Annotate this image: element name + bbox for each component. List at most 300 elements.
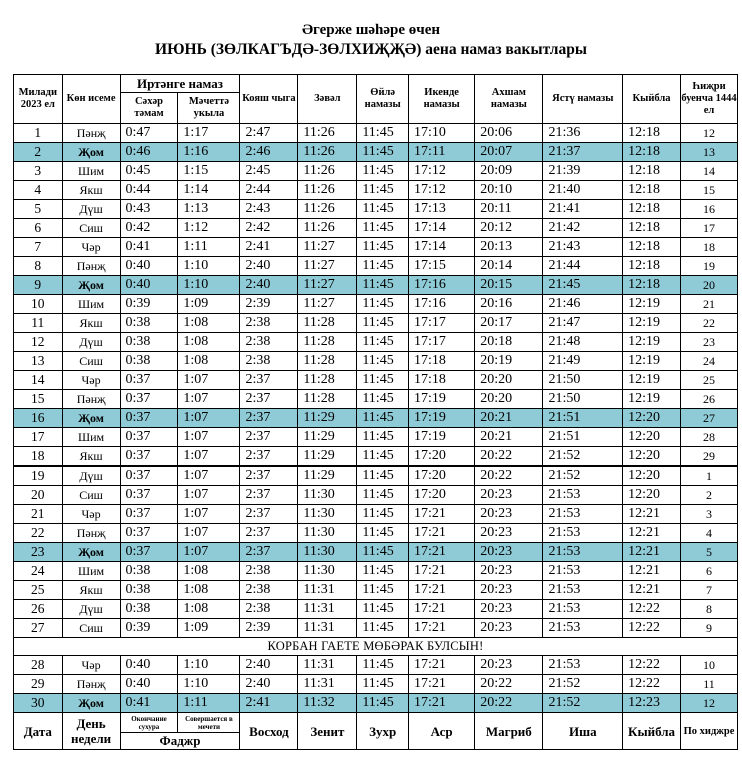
dhuhr-time-cell: 11:45	[357, 409, 409, 428]
dhuhr-time-cell: 11:45	[357, 656, 409, 675]
table-row	[14, 505, 738, 524]
zawal-time-cell: 11:27	[298, 295, 357, 314]
header-asr: Икенде намазы	[409, 75, 475, 124]
table-row	[14, 675, 738, 694]
asr-time-cell: 17:19	[409, 428, 475, 447]
dhuhr-time-cell: 11:45	[357, 352, 409, 371]
date-cell: 2	[14, 143, 63, 162]
zawal-time-cell: 11:31	[298, 656, 357, 675]
maghrib-time-cell: 20:09	[475, 162, 543, 181]
table-row	[14, 486, 738, 505]
maghrib-time-cell: 20:12	[475, 219, 543, 238]
mosque-time-cell: 1:08	[178, 562, 240, 581]
mosque-time-cell: 1:16	[178, 143, 240, 162]
hijri-date-cell: 24	[681, 352, 738, 371]
asr-time-cell: 17:17	[409, 314, 475, 333]
hijri-date-cell: 7	[681, 581, 738, 600]
sunrise-time-cell: 2:37	[240, 505, 298, 524]
asr-time-cell: 17:21	[409, 543, 475, 562]
dhuhr-time-cell: 11:45	[357, 276, 409, 295]
day-name-cell: Чәр	[62, 656, 120, 675]
table-row	[14, 390, 738, 409]
table-row	[14, 295, 738, 314]
day-name-cell: Чәр	[62, 505, 120, 524]
qibla-time-cell: 12:19	[623, 295, 681, 314]
qibla-time-cell: 12:18	[623, 162, 681, 181]
dhuhr-time-cell: 11:45	[357, 524, 409, 543]
day-name-cell: Якш	[62, 314, 120, 333]
dhuhr-time-cell: 11:45	[357, 371, 409, 390]
hijri-date-cell: 17	[681, 219, 738, 238]
isha-time-cell: 21:39	[543, 162, 623, 181]
sunrise-time-cell: 2:38	[240, 581, 298, 600]
dhuhr-time-cell: 11:45	[357, 200, 409, 219]
maghrib-time-cell: 20:23	[475, 656, 543, 675]
qibla-time-cell: 12:22	[623, 600, 681, 619]
table-row	[14, 162, 738, 181]
day-name-cell: Сиш	[62, 486, 120, 505]
asr-time-cell: 17:21	[409, 619, 475, 638]
mosque-time-cell: 1:10	[178, 276, 240, 295]
header-qibla: Кыйбла	[623, 75, 681, 124]
maghrib-time-cell: 20:22	[475, 447, 543, 467]
sahar-time-cell: 0:40	[120, 276, 178, 295]
date-cell: 16	[14, 409, 63, 428]
asr-time-cell: 17:10	[409, 124, 475, 143]
sunrise-time-cell: 2:46	[240, 143, 298, 162]
asr-time-cell: 17:21	[409, 694, 475, 713]
sahar-time-cell: 0:43	[120, 200, 178, 219]
qibla-time-cell: 12:19	[623, 390, 681, 409]
table-row	[14, 581, 738, 600]
date-cell: 28	[14, 656, 63, 675]
sahar-time-cell: 0:38	[120, 581, 178, 600]
sunrise-time-cell: 2:39	[240, 295, 298, 314]
city-title: Әгерже шәһәре өчен	[301, 22, 441, 38]
isha-time-cell: 21:53	[543, 656, 623, 675]
hijri-date-cell: 27	[681, 409, 738, 428]
sunrise-time-cell: 2:37	[240, 486, 298, 505]
sahar-time-cell: 0:38	[120, 600, 178, 619]
asr-time-cell: 17:13	[409, 200, 475, 219]
dhuhr-time-cell: 11:45	[357, 600, 409, 619]
dhuhr-time-cell: 11:45	[357, 390, 409, 409]
hijri-date-cell: 25	[681, 371, 738, 390]
table-row	[14, 181, 738, 200]
date-cell: 30	[14, 694, 63, 713]
zawal-time-cell: 11:30	[298, 524, 357, 543]
table-row	[14, 619, 738, 638]
mosque-time-cell: 1:09	[178, 619, 240, 638]
mosque-time-cell: 1:08	[178, 352, 240, 371]
zawal-time-cell: 11:29	[298, 409, 357, 428]
maghrib-time-cell: 20:23	[475, 524, 543, 543]
hijri-date-cell: 13	[681, 143, 738, 162]
header-morning-prayer: Иртәнге намаз	[120, 75, 240, 93]
mosque-time-cell: 1:13	[178, 200, 240, 219]
asr-time-cell: 17:20	[409, 466, 475, 486]
sahar-time-cell: 0:37	[120, 371, 178, 390]
sunrise-time-cell: 2:37	[240, 371, 298, 390]
isha-time-cell: 21:44	[543, 257, 623, 276]
table-row	[14, 276, 738, 295]
sunrise-time-cell: 2:37	[240, 524, 298, 543]
date-cell: 23	[14, 543, 63, 562]
sunrise-time-cell: 2:41	[240, 238, 298, 257]
zawal-time-cell: 11:28	[298, 371, 357, 390]
maghrib-time-cell: 20:17	[475, 314, 543, 333]
day-name-cell: Якш	[62, 447, 120, 467]
mosque-time-cell: 1:08	[178, 581, 240, 600]
isha-time-cell: 21:52	[543, 675, 623, 694]
dhuhr-time-cell: 11:45	[357, 181, 409, 200]
hijri-date-cell: 18	[681, 238, 738, 257]
table-row	[14, 314, 738, 333]
date-cell: 8	[14, 257, 63, 276]
qibla-time-cell: 12:19	[623, 371, 681, 390]
sahar-time-cell: 0:47	[120, 124, 178, 143]
day-name-cell: Җом	[62, 543, 120, 562]
table-row	[14, 428, 738, 447]
date-cell: 1	[14, 124, 63, 143]
asr-time-cell: 17:19	[409, 390, 475, 409]
footer-dhuhr: Зухр	[357, 713, 409, 750]
maghrib-time-cell: 20:23	[475, 619, 543, 638]
date-cell: 20	[14, 486, 63, 505]
qibla-time-cell: 12:18	[623, 143, 681, 162]
sunrise-time-cell: 2:38	[240, 352, 298, 371]
qibla-time-cell: 12:21	[623, 562, 681, 581]
sunrise-time-cell: 2:37	[240, 390, 298, 409]
zawal-time-cell: 11:28	[298, 390, 357, 409]
isha-time-cell: 21:53	[543, 543, 623, 562]
date-cell: 3	[14, 162, 63, 181]
holiday-message: КОРБАН ГАЕТЕ МӨБӘРАК БУЛСЫН!	[14, 638, 738, 656]
mosque-time-cell: 1:09	[178, 295, 240, 314]
zawal-time-cell: 11:31	[298, 619, 357, 638]
zawal-time-cell: 11:30	[298, 562, 357, 581]
date-cell: 25	[14, 581, 63, 600]
dhuhr-time-cell: 11:45	[357, 428, 409, 447]
maghrib-time-cell: 20:20	[475, 371, 543, 390]
date-cell: 12	[14, 333, 63, 352]
sahar-time-cell: 0:37	[120, 390, 178, 409]
asr-time-cell: 17:14	[409, 219, 475, 238]
header-sahar: Сәхәр тәмам	[120, 93, 178, 124]
dhuhr-time-cell: 11:45	[357, 505, 409, 524]
zawal-time-cell: 11:26	[298, 162, 357, 181]
asr-time-cell: 17:21	[409, 581, 475, 600]
sahar-time-cell: 0:38	[120, 314, 178, 333]
qibla-time-cell: 12:20	[623, 409, 681, 428]
sahar-time-cell: 0:40	[120, 675, 178, 694]
hijri-date-cell: 28	[681, 428, 738, 447]
dhuhr-time-cell: 11:45	[357, 124, 409, 143]
mosque-time-cell: 1:07	[178, 505, 240, 524]
qibla-time-cell: 12:22	[623, 619, 681, 638]
sahar-time-cell: 0:37	[120, 486, 178, 505]
dhuhr-time-cell: 11:45	[357, 447, 409, 467]
sunrise-time-cell: 2:43	[240, 200, 298, 219]
date-cell: 24	[14, 562, 63, 581]
isha-time-cell: 21:53	[543, 505, 623, 524]
mosque-time-cell: 1:07	[178, 371, 240, 390]
asr-time-cell: 17:16	[409, 295, 475, 314]
table-row	[14, 200, 738, 219]
mosque-time-cell: 1:07	[178, 524, 240, 543]
day-name-cell: Якш	[62, 181, 120, 200]
maghrib-time-cell: 20:22	[475, 466, 543, 486]
sunrise-time-cell: 2:40	[240, 675, 298, 694]
asr-time-cell: 17:20	[409, 486, 475, 505]
hijri-date-cell: 14	[681, 162, 738, 181]
dhuhr-time-cell: 11:45	[357, 257, 409, 276]
maghrib-time-cell: 20:22	[475, 694, 543, 713]
dhuhr-time-cell: 11:45	[357, 675, 409, 694]
day-name-cell: Сиш	[62, 219, 120, 238]
asr-time-cell: 17:19	[409, 409, 475, 428]
maghrib-time-cell: 20:23	[475, 486, 543, 505]
day-name-cell: Шим	[62, 428, 120, 447]
isha-time-cell: 21:49	[543, 352, 623, 371]
sunrise-time-cell: 2:37	[240, 543, 298, 562]
sahar-time-cell: 0:38	[120, 333, 178, 352]
mosque-time-cell: 1:07	[178, 428, 240, 447]
sahar-time-cell: 0:40	[120, 656, 178, 675]
maghrib-time-cell: 20:18	[475, 333, 543, 352]
header-dhuhr: Өйлә намазы	[357, 75, 409, 124]
hijri-date-cell: 22	[681, 314, 738, 333]
hijri-date-cell: 10	[681, 656, 738, 675]
asr-time-cell: 17:21	[409, 600, 475, 619]
table-row	[14, 543, 738, 562]
table-row	[14, 524, 738, 543]
footer-day: День недели	[62, 713, 120, 750]
isha-time-cell: 21:51	[543, 409, 623, 428]
sahar-time-cell: 0:37	[120, 428, 178, 447]
footer-qibla: Кыйбла	[623, 713, 681, 750]
sahar-time-cell: 0:39	[120, 619, 178, 638]
zawal-time-cell: 11:28	[298, 352, 357, 371]
sunrise-time-cell: 2:44	[240, 181, 298, 200]
hijri-date-cell: 5	[681, 543, 738, 562]
header-sunrise: Кояш чыга	[240, 75, 298, 124]
qibla-time-cell: 12:20	[623, 466, 681, 486]
sunrise-time-cell: 2:42	[240, 219, 298, 238]
isha-time-cell: 21:42	[543, 219, 623, 238]
header-mosque: Мәчеттә укыла	[178, 93, 240, 124]
asr-time-cell: 17:12	[409, 181, 475, 200]
footer-fajr: Фаджр	[120, 733, 240, 750]
sunrise-time-cell: 2:37	[240, 466, 298, 486]
table-row	[14, 333, 738, 352]
mosque-time-cell: 1:07	[178, 390, 240, 409]
qibla-time-cell: 12:18	[623, 257, 681, 276]
date-cell: 21	[14, 505, 63, 524]
mosque-time-cell: 1:08	[178, 333, 240, 352]
asr-time-cell: 17:21	[409, 656, 475, 675]
prayer-times-table	[13, 74, 738, 750]
zawal-time-cell: 11:31	[298, 675, 357, 694]
dhuhr-time-cell: 11:45	[357, 314, 409, 333]
asr-time-cell: 17:21	[409, 524, 475, 543]
hijri-date-cell: 15	[681, 181, 738, 200]
dhuhr-time-cell: 11:45	[357, 486, 409, 505]
isha-time-cell: 21:53	[543, 619, 623, 638]
qibla-time-cell: 12:20	[623, 486, 681, 505]
mosque-time-cell: 1:10	[178, 257, 240, 276]
asr-time-cell: 17:21	[409, 675, 475, 694]
sunrise-time-cell: 2:38	[240, 562, 298, 581]
hijri-date-cell: 2	[681, 486, 738, 505]
day-name-cell: Пәнҗ	[62, 124, 120, 143]
asr-time-cell: 17:21	[409, 505, 475, 524]
sunrise-time-cell: 2:39	[240, 619, 298, 638]
dhuhr-time-cell: 11:45	[357, 619, 409, 638]
maghrib-time-cell: 20:16	[475, 295, 543, 314]
date-cell: 9	[14, 276, 63, 295]
zawal-time-cell: 11:30	[298, 505, 357, 524]
table-row	[14, 143, 738, 162]
isha-time-cell: 21:43	[543, 238, 623, 257]
mosque-time-cell: 1:12	[178, 219, 240, 238]
table-row	[14, 219, 738, 238]
sahar-time-cell: 0:41	[120, 694, 178, 713]
table-row	[14, 656, 738, 675]
dhuhr-time-cell: 11:45	[357, 143, 409, 162]
sunrise-time-cell: 2:37	[240, 428, 298, 447]
date-cell: 7	[14, 238, 63, 257]
maghrib-time-cell: 20:11	[475, 200, 543, 219]
sahar-time-cell: 0:41	[120, 238, 178, 257]
header-zawal: Зәвәл	[298, 75, 357, 124]
table-row	[14, 409, 738, 428]
sunrise-time-cell: 2:37	[240, 447, 298, 467]
maghrib-time-cell: 20:23	[475, 600, 543, 619]
hijri-date-cell: 3	[681, 505, 738, 524]
hijri-date-cell: 23	[681, 333, 738, 352]
date-cell: 22	[14, 524, 63, 543]
sunrise-time-cell: 2:38	[240, 333, 298, 352]
sahar-time-cell: 0:39	[120, 295, 178, 314]
qibla-time-cell: 12:21	[623, 505, 681, 524]
zawal-time-cell: 11:31	[298, 581, 357, 600]
table-body	[14, 124, 738, 713]
footer-date: Дата	[14, 713, 63, 750]
date-cell: 4	[14, 181, 63, 200]
mosque-time-cell: 1:17	[178, 124, 240, 143]
isha-time-cell: 21:52	[543, 694, 623, 713]
footer-hijri: По хиджре	[681, 713, 738, 750]
hijri-date-cell: 19	[681, 257, 738, 276]
footer-sunrise: Восход	[240, 713, 298, 750]
dhuhr-time-cell: 11:45	[357, 543, 409, 562]
qibla-time-cell: 12:21	[623, 581, 681, 600]
day-name-cell: Дүш	[62, 200, 120, 219]
hijri-date-cell: 1	[681, 466, 738, 486]
zawal-time-cell: 11:28	[298, 333, 357, 352]
sunrise-time-cell: 2:40	[240, 276, 298, 295]
hijri-date-cell: 29	[681, 447, 738, 467]
day-name-cell: Шим	[62, 295, 120, 314]
qibla-time-cell: 12:23	[623, 694, 681, 713]
sahar-time-cell: 0:42	[120, 219, 178, 238]
footer-zenith: Зенит	[298, 713, 357, 750]
sunrise-time-cell: 2:37	[240, 409, 298, 428]
isha-time-cell: 21:41	[543, 200, 623, 219]
mosque-time-cell: 1:11	[178, 238, 240, 257]
qibla-time-cell: 12:18	[623, 238, 681, 257]
qibla-time-cell: 12:19	[623, 352, 681, 371]
date-cell: 6	[14, 219, 63, 238]
qibla-time-cell: 12:21	[623, 524, 681, 543]
qibla-time-cell: 12:22	[623, 656, 681, 675]
day-name-cell: Пәнҗ	[62, 390, 120, 409]
table-row	[14, 124, 738, 143]
date-cell: 5	[14, 200, 63, 219]
maghrib-time-cell: 20:19	[475, 352, 543, 371]
zawal-time-cell: 11:30	[298, 543, 357, 562]
asr-time-cell: 17:15	[409, 257, 475, 276]
dhuhr-time-cell: 11:45	[357, 295, 409, 314]
sunrise-time-cell: 2:40	[240, 257, 298, 276]
mosque-time-cell: 1:14	[178, 181, 240, 200]
date-cell: 11	[14, 314, 63, 333]
hijri-date-cell: 20	[681, 276, 738, 295]
schedule-title: ИЮНЬ (ЗӨЛКАГЪДӘ-ЗӨЛХИҖҖӘ) аена намаз вакытлары	[155, 41, 587, 58]
maghrib-time-cell: 20:23	[475, 505, 543, 524]
dhuhr-time-cell: 11:45	[357, 238, 409, 257]
zawal-time-cell: 11:27	[298, 238, 357, 257]
asr-time-cell: 17:12	[409, 162, 475, 181]
table-row	[14, 600, 738, 619]
mosque-time-cell: 1:07	[178, 409, 240, 428]
table-row	[14, 562, 738, 581]
sahar-time-cell: 0:37	[120, 466, 178, 486]
sahar-time-cell: 0:37	[120, 524, 178, 543]
day-name-cell: Пәнҗ	[62, 675, 120, 694]
mosque-time-cell: 1:07	[178, 486, 240, 505]
hijri-date-cell: 8	[681, 600, 738, 619]
sahar-time-cell: 0:38	[120, 562, 178, 581]
dhuhr-time-cell: 11:45	[357, 333, 409, 352]
day-name-cell: Дүш	[62, 466, 120, 486]
table-row	[14, 371, 738, 390]
maghrib-time-cell: 20:21	[475, 428, 543, 447]
sahar-time-cell: 0:45	[120, 162, 178, 181]
isha-time-cell: 21:46	[543, 295, 623, 314]
hijri-date-cell: 12	[681, 694, 738, 713]
day-name-cell: Җом	[62, 694, 120, 713]
mosque-time-cell: 1:07	[178, 447, 240, 467]
zawal-time-cell: 11:27	[298, 276, 357, 295]
isha-time-cell: 21:53	[543, 486, 623, 505]
qibla-time-cell: 12:18	[623, 200, 681, 219]
day-name-cell: Дүш	[62, 600, 120, 619]
sahar-time-cell: 0:40	[120, 257, 178, 276]
zawal-time-cell: 11:29	[298, 466, 357, 486]
zawal-time-cell: 11:31	[298, 600, 357, 619]
day-name-cell: Шим	[62, 562, 120, 581]
mosque-time-cell: 1:11	[178, 694, 240, 713]
mosque-time-cell: 1:15	[178, 162, 240, 181]
hijri-date-cell: 9	[681, 619, 738, 638]
isha-time-cell: 21:47	[543, 314, 623, 333]
day-name-cell: Сиш	[62, 619, 120, 638]
isha-time-cell: 21:40	[543, 181, 623, 200]
zawal-time-cell: 11:30	[298, 486, 357, 505]
zawal-time-cell: 11:29	[298, 428, 357, 447]
